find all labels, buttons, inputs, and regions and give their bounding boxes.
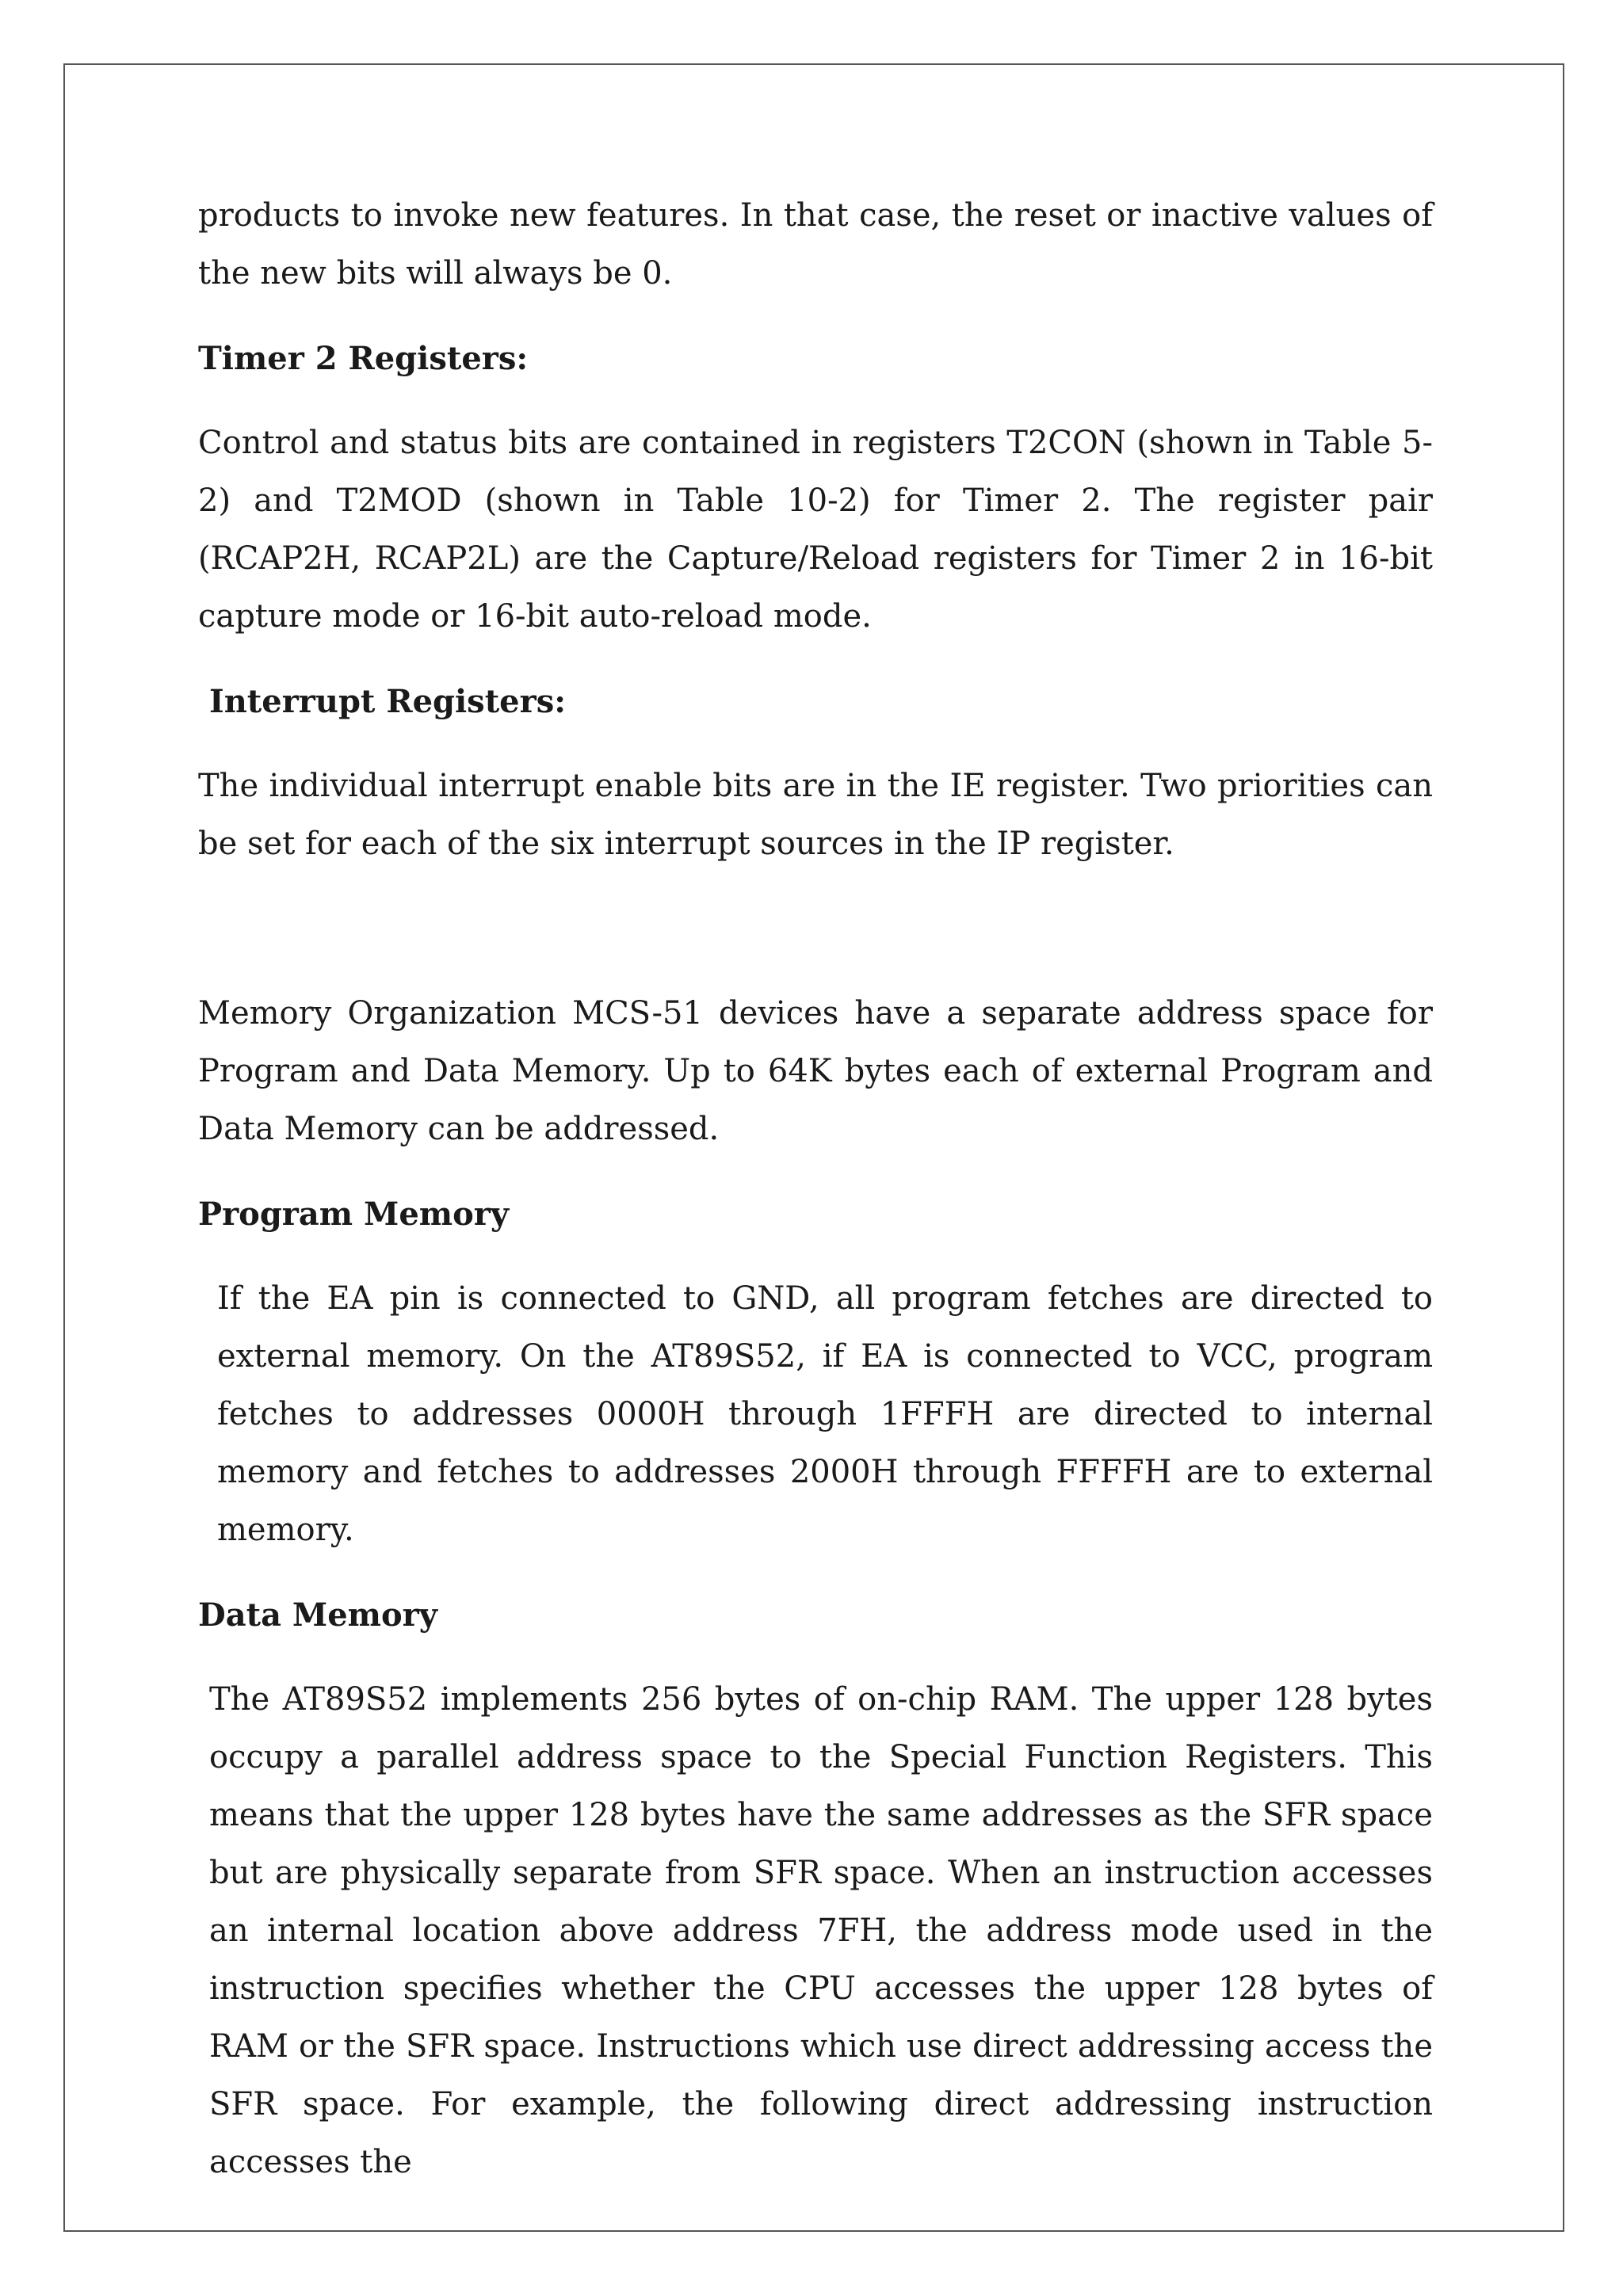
timer2-paragraph: Control and status bits are contained in registers T2CON (shown in Table 5-2) and T2MOD (shown in Table 10-2) for Timer 2. The register pair (RCAP2H, RCAP2L) are the Capture/Reload registers for Timer 2 in 16-bit capture mode or 16-bit auto-reload mode. xyxy=(198,425,1433,635)
program-memory-paragraph: If the EA pin is connected to GND, all program fetches are directed to external memory. On the AT89S52, if EA is connected to VCC, program fetches to addresses 0000H through 1FFFH are directed to internal memory and fetches to addresses 2000H through FFFFH are to external memory. xyxy=(217,1280,1433,1548)
program-memory-heading: Program Memory xyxy=(198,1196,510,1233)
timer2-heading: Timer 2 Registers: xyxy=(198,340,529,377)
data-memory-heading: Data Memory xyxy=(198,1596,437,1634)
document-body xyxy=(198,187,1433,2191)
interrupt-paragraph: The individual interrupt enable bits are in the IE register. Two priorities can be set for each of the six interrupt sources in the IP register. xyxy=(198,768,1433,862)
memory-organization-paragraph: Memory Organization MCS-51 devices have a separate address space for Program and Data Memory. Up to 64K bytes each of external Program and Data Memory can be addressed. xyxy=(198,995,1433,1147)
continuation-paragraph: products to invoke new features. In that case, the reset or inactive values of the new bits will always be 0. xyxy=(198,197,1433,292)
interrupt-heading: Interrupt Registers: xyxy=(209,683,566,720)
data-memory-paragraph: The AT89S52 implements 256 bytes of on-chip RAM. The upper 128 bytes occupy a parallel address space to the Special Function Registers. This means that the upper 128 bytes have the same addresses as the SFR space but are physically separate from SFR space. When an instruction accesses an internal location above address 7FH, the address mode used in the instruction specifies whether the CPU accesses the upper 128 bytes of RAM or the SFR space. Instructions which use direct addressing access the SFR space. For example, the following direct addressing instruction accesses the xyxy=(209,1681,1433,2180)
